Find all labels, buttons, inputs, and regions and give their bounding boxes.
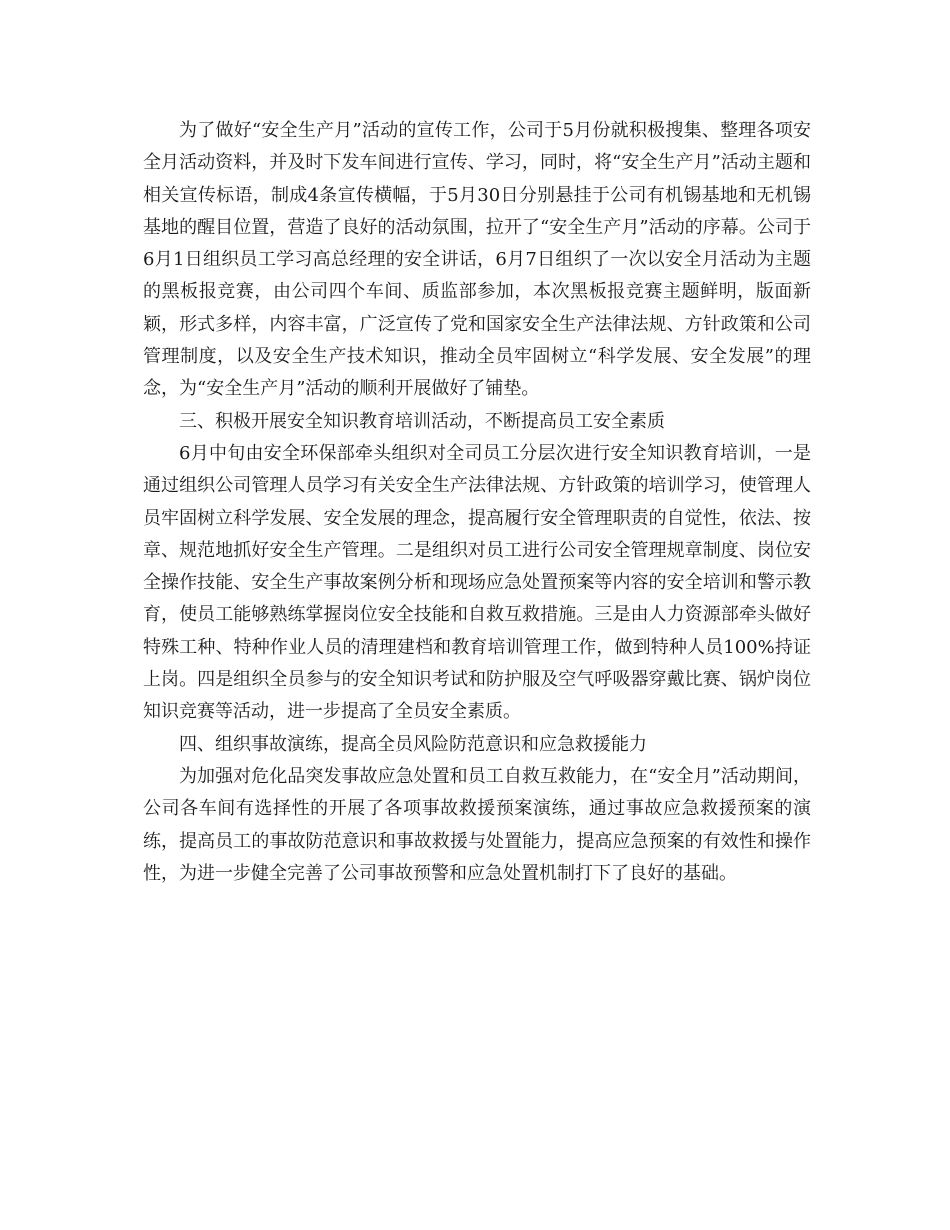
paragraph-drills: 为加强对危化品突发事故应急处置和员工自救互救能力，在“安全月”活动期间，公司各车间有选择性的开展了各项事故救援预案演练，通过事故应急救援预案的演练，提高员工的事故防范意识和事故救援与处置能力，提高应急预案的有效性和操作性，为进一步健全完善了公司事故预警和应急处置机制打下了良好的基础。 (143, 765, 811, 884)
paragraph-publicity: 为了做好“安全生产月”活动的宣传工作，公司于5月份就积极搜集、整理各项安全月活动资料，并及时下发车间进行宣传、学习，同时，将“安全生产月”活动主题和相关宣传标语，制成4条宣传横幅，于5月30日分别悬挂于公司有机锡基地和无机锡基地的醒目位置，营造了良好的活动氛围，拉开了“安全生产月”活动的序幕。公司于6月1日组织员工学习高总经理的安全讲话，6月7日组织了一次以安全月活动为主题的黑板报竞赛，由公司四个车间、质监部参加，本次黑板报竞赛主题鲜明，版面新颖，形式多样，内容丰富，广泛宣传了党和国家安全生产法律法规、方针政策和公司管理制度，以及安全生产技术知识，推动全员牢固树立“科学发展、安全发展”的理念，为“安全生产月”活动的顺利开展做好了铺垫。 (143, 120, 811, 400)
section-heading-3: 三、积极开展安全知识教育培训活动，不断提高员工安全素质 (179, 410, 665, 432)
document-body (143, 115, 811, 890)
paragraph-training: 6月中旬由安全环保部牵头组织对全司员工分层次进行安全知识教育培训，一是通过组织公司管理人员学习有关安全生产法律法规、方针政策的培训学习，使管理人员牢固树立科学发展、安全发展的理念，提高履行安全管理职责的自觉性，依法、按章、规范地抓好安全生产管理。二是组织对员工进行公司安全管理规章制度、岗位安全操作技能、安全生产事故案例分析和现场应急处置预案等内容的安全培训和警示教育，使员工能够熟练掌握岗位安全技能和自救互救措施。三是由人力资源部牵头做好特殊工种、特种作业人员的清理建档和教育培训管理工作，做到特种人员100%持证上岗。四是组织全员参与的安全知识考试和防护服及空气呼吸器穿戴比赛、锅炉岗位知识竞赛等活动，进一步提高了全员安全素质。 (143, 442, 811, 723)
section-heading-4: 四、组织事故演练，提高全员风险防范意识和应急救援能力 (179, 733, 647, 755)
